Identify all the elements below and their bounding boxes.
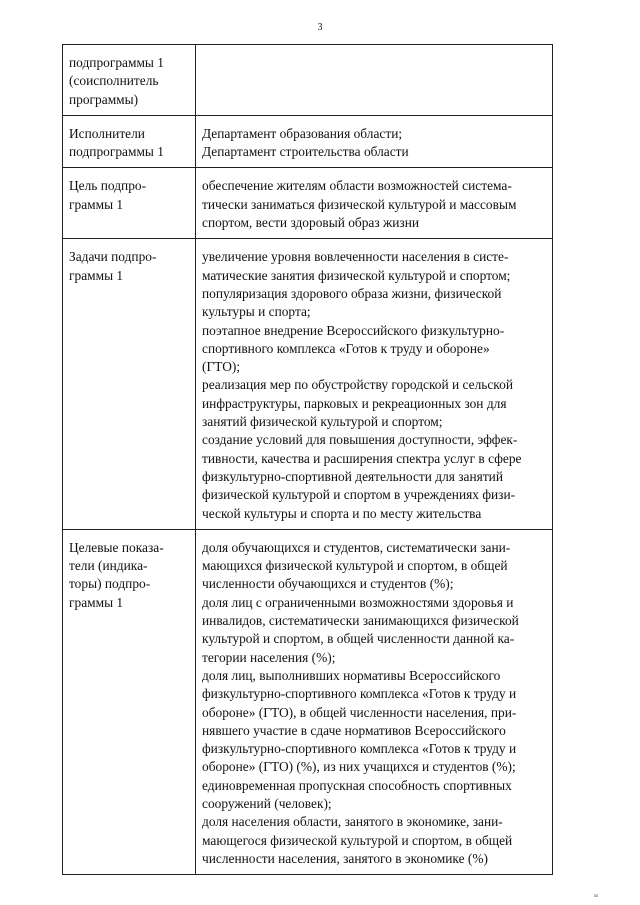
table-row [63,239,553,529]
row-value-line: доля обучающихся и студентов, систематически зани- [202,539,511,555]
row-value-cell [196,529,553,874]
row-label-cell [63,239,196,529]
page-number: 3 [317,22,323,33]
row-value-line: популяризация здорового образа жизни, физической [202,285,502,301]
row-label-line: подпрограммы 1 [69,55,164,70]
row-value-line: (ГТО); [202,359,241,375]
row-value-line: занятий физической культурой и спортом; [202,414,443,430]
row-value-line: физкультурно-спортивного комплекса «Готов к труду и [202,741,517,757]
row-value-line: физкультурно-спортивного комплекса «Готов к труду и [202,686,517,702]
row-value-line: численности обучающихся и студентов (%); [202,576,454,592]
row-label-line: Целевые показа- [69,539,164,555]
row-label-line: Задачи подпро- [69,249,157,265]
row-label-cell [63,115,196,168]
row-value-line: сооружений (человек); [202,795,332,811]
row-value-line: матические занятия физической культурой и спортом; [202,267,511,283]
row-value-line: физкультурно-спортивной деятельности для занятий [202,468,504,484]
row-value-cell [196,45,553,116]
row-value-line: инфраструктуры, парковых и рекреационных зон для [202,395,507,411]
row-value-line: мающегося физической культурой и спортом, в общей [202,832,513,848]
row-value-cell [196,115,553,168]
row-value-line: нявшего участие в сдаче нормативов Всероссийского [202,722,506,738]
row-label-line: граммы 1 [69,267,124,283]
row-value-line: поэтапное внедрение Всероссийского физкультурно- [202,322,505,338]
row-label-line: торы) подпро- [69,576,151,592]
row-value-line: тегории населения (%); [202,649,336,665]
row-value-line: доля населения области, занятого в экономике, зани- [202,814,503,830]
row-value-cell [196,239,553,529]
scan-corner-mark: ut [594,894,598,899]
row-label-cell [63,45,196,116]
row-label-line: граммы 1 [69,196,124,212]
row-label-line: Цель подпро- [69,178,147,194]
row-value-line: тически заниматься физической культурой и массовым [202,196,517,212]
row-label-line: граммы 1 [69,594,124,610]
row-value-line: тивности, качества и расширения спектра услуг в сфере [202,450,522,466]
row-value-cell [196,168,553,239]
row-value-line: доля лиц, выполнивших нормативы Всероссийского [202,667,501,683]
row-value-line: единовременная пропускная способность спортивных [202,777,512,793]
row-label-line: Исполнители [69,125,145,141]
row-value-line: Департамент строительства области [202,144,409,160]
table-row [63,168,553,239]
row-value-line: увеличение уровня вовлеченности населения в систе- [202,249,509,265]
table-body [63,45,553,875]
row-value-line: мающихся физической культурой и спортом, в общей [202,558,508,574]
row-label-line: подпрограммы 1 [69,144,164,160]
row-label-cell [63,529,196,874]
row-value-line: Департамент образования области; [202,125,403,141]
row-label-line: тели (индика- [69,558,148,574]
row-value-line: обороне» (ГТО) (%), из них учащихся и студентов (%); [202,759,516,775]
row-value-line: ческой культуры и спорта и по месту жительства [202,505,482,521]
row-value-line: спортом, вести здоровый образ жизни [202,215,420,231]
row-value-line: спортивного комплекса «Готов к труду и обороне» [202,340,490,356]
row-label-cell [63,168,196,239]
row-value-line: обороне» (ГТО), в общей численности населения, при- [202,704,517,720]
table-row [63,529,553,874]
row-value-line: реализация мер по обустройству городской и сельской [202,377,513,393]
table-row [63,45,553,116]
row-value-line: обеспечение жителям области возможностей система- [202,178,512,194]
row-value-line: физической культурой и спортом в учреждениях физи- [202,487,516,503]
row-value-line: создание условий для повышения доступности, эффек- [202,432,518,448]
row-value-line: культурой и спортом, в общей численности данной ка- [202,631,515,647]
row-value-line: численности населения, занятого в экономике (%) [202,850,488,866]
row-label-line: (соисполнитель [69,73,159,89]
row-value-line: инвалидов, систематически занимающихся физической [202,613,519,629]
subprogram-passport-table [62,44,553,875]
row-label-line: программы) [69,91,139,107]
row-value-line: доля лиц с ограниченными возможностями здоровья и [202,594,514,610]
table-row [63,115,553,168]
row-value-line: культуры и спорта; [202,304,311,320]
